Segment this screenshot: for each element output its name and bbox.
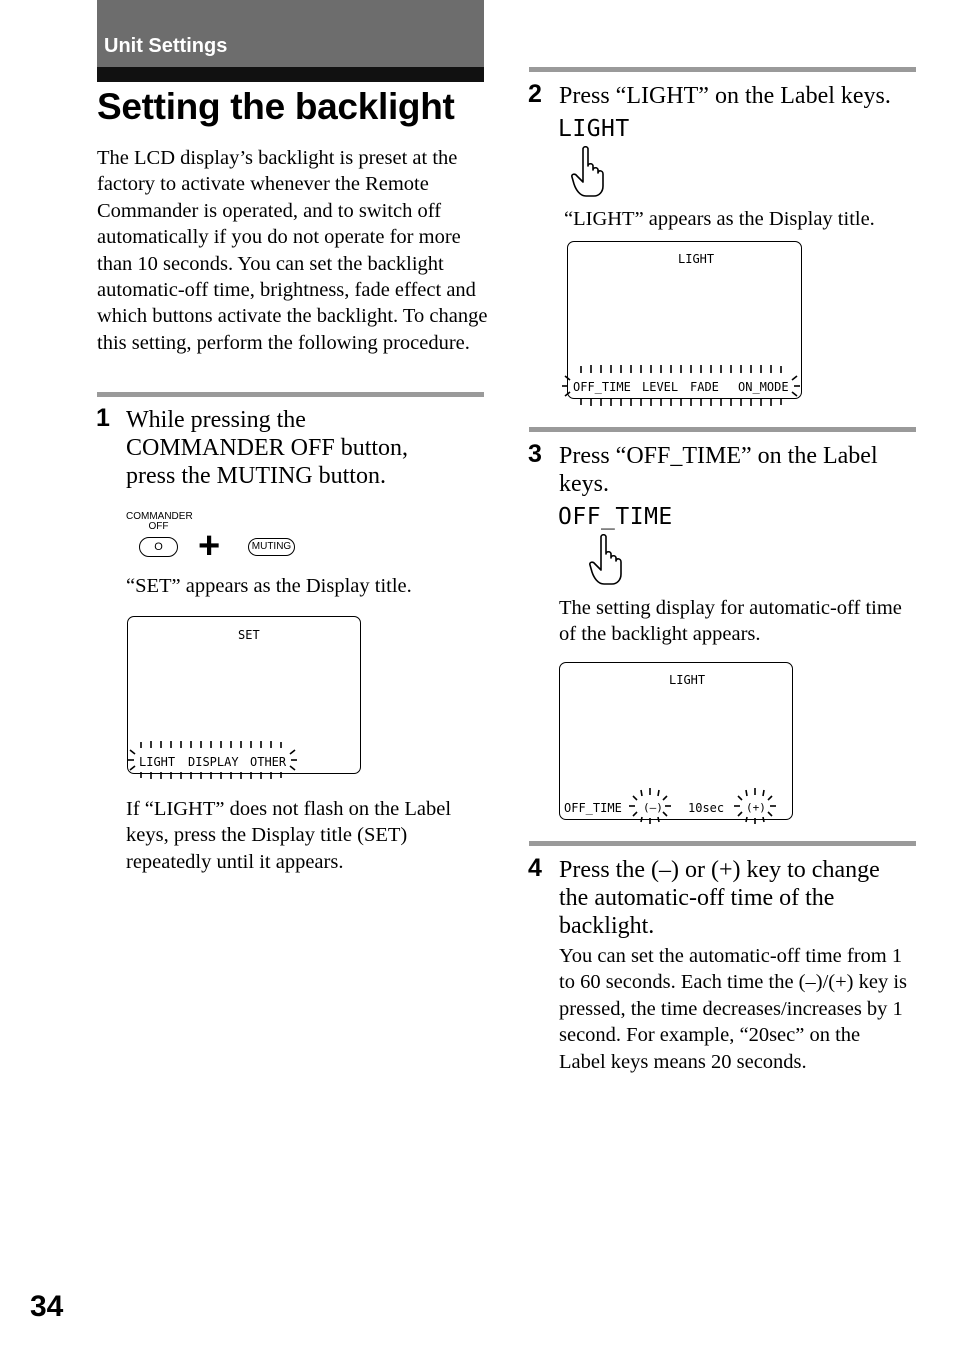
commander-label-line2: OFF xyxy=(148,521,169,532)
flash-indicator xyxy=(556,360,806,410)
step-1-number: 1 xyxy=(96,404,110,432)
step-3-rule xyxy=(529,427,916,432)
section-header-band xyxy=(97,67,484,82)
lcd-display-title: LIGHT xyxy=(669,673,706,687)
intro-paragraph: The LCD display’s backlight is preset at the factory to activate whenever the Remote Commander is operated, and to switch off automatically if you do not operate for more than 10 seconds. You can set the backlight automatic-off time, brightness, fade effect and which buttons activate the backlight. To change this setting, perform the following procedure. xyxy=(97,147,488,354)
flash-indicator xyxy=(125,736,305,784)
step-3-text: Press “OFF_TIME” on the Label keys. xyxy=(559,443,878,497)
step-1-rule xyxy=(97,392,484,397)
lcd-label-off-time: OFF_TIME xyxy=(564,801,622,815)
muting-button[interactable]: MUTING xyxy=(248,538,295,556)
lcd-key-other: OTHER xyxy=(250,755,287,769)
section-header xyxy=(97,0,484,82)
section-label: Unit Settings xyxy=(104,35,228,57)
label-key-light[interactable]: LIGHT xyxy=(558,116,630,142)
step-2-text: Press “LIGHT” on the Label keys. xyxy=(559,83,891,109)
label-key-off-time[interactable]: OFF_TIME xyxy=(558,504,673,530)
lcd-key-minus: (–) xyxy=(643,801,663,814)
commander-off-label xyxy=(126,512,191,532)
lcd-key-plus: (+) xyxy=(746,801,766,814)
step-2-rule xyxy=(529,67,916,72)
step-3-number: 3 xyxy=(528,440,542,468)
lcd-key-fade: FADE xyxy=(690,380,719,394)
flash-indicator xyxy=(730,784,780,830)
step-3-note: The setting display for automatic-off time of the backlight appears. xyxy=(559,597,902,646)
plus-sign: + xyxy=(198,525,221,567)
step-2-number: 2 xyxy=(528,80,542,108)
lcd-key-level: LEVEL xyxy=(642,380,679,394)
page-number: 34 xyxy=(30,1290,64,1323)
lcd-display-title: SET xyxy=(238,628,260,642)
lcd-value: 10sec xyxy=(688,801,725,815)
commander-label-line1: COMMANDER xyxy=(126,511,193,522)
pointing-hand-icon xyxy=(570,146,610,198)
lcd-key-light: LIGHT xyxy=(139,755,176,769)
page-title: Setting the backlight xyxy=(97,86,455,127)
step-4-rule xyxy=(529,841,916,846)
lcd-display-title: LIGHT xyxy=(678,252,715,266)
lcd-key-display: DISPLAY xyxy=(188,755,239,769)
step-2-note: “LIGHT” appears as the Display title. xyxy=(564,208,875,230)
step-4-number: 4 xyxy=(528,854,542,882)
lcd-key-off-time: OFF_TIME xyxy=(573,380,631,394)
step-1-text: While pressing the COMMANDER OFF button, press the MUTING button. xyxy=(126,407,409,489)
step-1-note: “SET” appears as the Display title. xyxy=(126,575,412,597)
lcd-key-on-mode: ON_MODE xyxy=(738,380,789,394)
commander-off-button[interactable]: O xyxy=(139,537,178,557)
flash-indicator xyxy=(625,784,675,830)
step-1-after: If “LIGHT” does not flash on the Label keys, press the Display title (SET) repeatedly until it appears. xyxy=(126,798,452,873)
step-4-body: You can set the automatic-off time from 1 to 60 seconds. Each time the (–)/(+) key is pressed, the time decreases/increases by 1 second. For example, “20sec” on the Label keys means 20 seconds. xyxy=(559,945,908,1073)
step-4-text: Press the (–) or (+) key to change the automatic-off time of the backlight. xyxy=(559,857,880,939)
pointing-hand-icon xyxy=(588,534,628,586)
